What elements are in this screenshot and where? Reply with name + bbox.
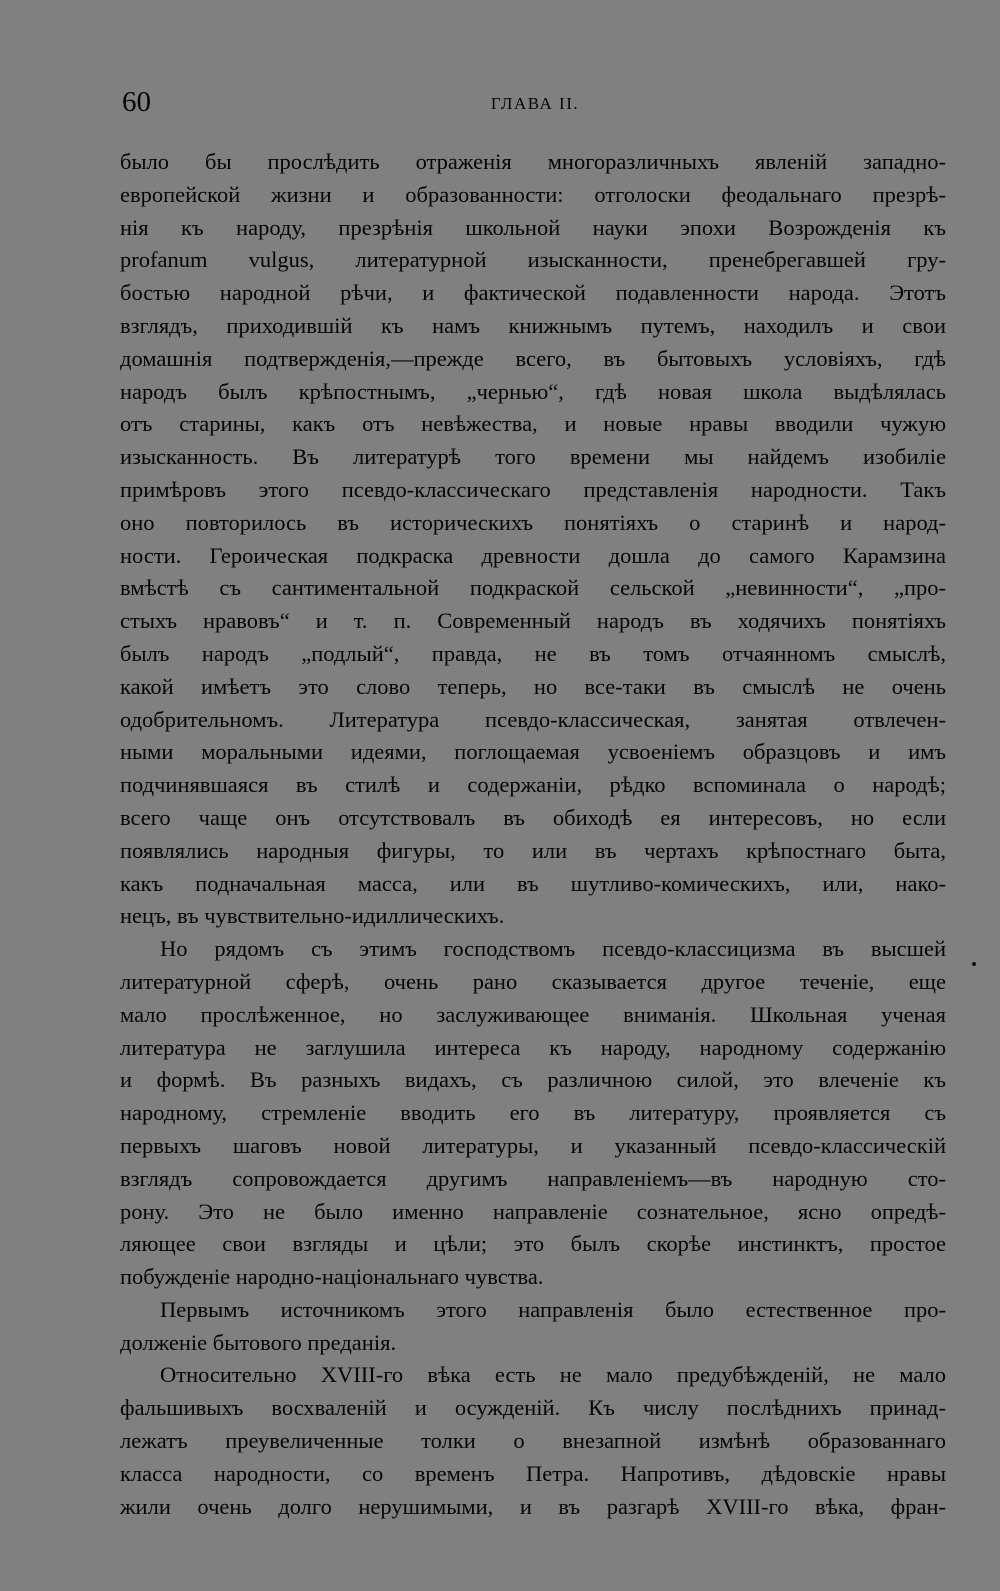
- text-line: стыхъ нравовъ“ и т. п. Современный народъ въ ходячихъ понятіяхъ: [120, 608, 946, 634]
- text-line: литература не заглушила интереса къ народу, народному содержанію: [120, 1034, 946, 1060]
- text-line: европейской жизни и образованности: отголоски феодальнаго презрѣ-: [120, 181, 946, 207]
- text-line: всего чаще онъ отсутствовалъ въ обиходѣ ея интересовъ, но если: [120, 804, 946, 830]
- text-line: ляющее свои взгляды и цѣли; это былъ скорѣе инстинктъ, простое: [120, 1231, 946, 1257]
- text-line: первыхъ шаговъ новой литературы, и указанный псевдо-классическій: [120, 1132, 946, 1158]
- text-line: домашнія подтвержденія,—прежде всего, въ бытовыхъ условіяхъ, гдѣ: [120, 345, 946, 371]
- text-line: нецъ, въ чувствительно-идиллическихъ.: [120, 903, 505, 929]
- text-line: народъ былъ крѣпостнымъ, „чернью“, гдѣ новая школа выдѣлялась: [120, 378, 946, 404]
- text-line: нія къ народу, презрѣнія школьной науки эпохи Возрожденія къ: [120, 214, 946, 240]
- text-line: ности. Героическая подкраска древности дошла до самого Карамзина: [120, 542, 946, 568]
- text-line: какой имѣетъ это слово теперь, но все-таки въ смыслѣ не очень: [120, 673, 946, 699]
- paragraph: [120, 1294, 946, 1360]
- text-line: побужденіе народно-національнаго чувства.: [120, 1264, 544, 1290]
- text-line: отъ старины, какъ отъ невѣжества, и новые нравы вводили чужую: [120, 411, 946, 437]
- text-line: было бы прослѣдить отраженія многоразличныхъ явленій западно-: [120, 149, 946, 174]
- page-header: [120, 82, 950, 122]
- text-line: взглядъ, приходившій къ намъ книжнымъ путемъ, находилъ и свои: [120, 312, 946, 338]
- text-line: долженіе бытового преданія.: [120, 1329, 397, 1355]
- text-line: ными моральными идеями, поглощаемая усвоеніемъ образцовъ и имъ: [120, 739, 946, 765]
- text-line: Относительно XVIII-го вѣка есть не мало предубѣжденій, не мало: [160, 1362, 946, 1388]
- text-line: изысканность. Въ литературѣ того времени мы найдемъ изобиліе: [120, 444, 946, 470]
- text-line: взглядъ сопровождается другимъ направленіемъ—въ народную сто-: [120, 1165, 946, 1191]
- text-line: profanum vulgus, литературной изысканности, пренебрегавшей гру-: [120, 247, 946, 273]
- text-line: примѣровъ этого псевдо-классическаго представленія народности. Такъ: [120, 476, 946, 502]
- text-line: Первымъ источникомъ этого направленія было естественное про-: [160, 1296, 946, 1322]
- text-line: одобрительномъ. Литература псевдо-классическая, занятая отвлечен-: [120, 706, 946, 732]
- paragraph: [120, 1359, 946, 1523]
- text-line: мало прослѣженное, но заслуживающее вниманія. Школьная ученая: [120, 1001, 946, 1027]
- body-text: [120, 146, 946, 1523]
- page-number: 60: [122, 86, 151, 118]
- text-line: жили очень долго нерушимыми, и въ разгарѣ XVIII-го вѣка, фран-: [120, 1493, 946, 1519]
- text-line: литературной сферѣ, очень рано сказывается другое теченіе, еще: [120, 968, 946, 994]
- text-line: какъ подначальная масса, или въ шутливо-комическихъ, или, нако-: [120, 870, 946, 896]
- text-line: появлялись народныя фигуры, то или въ чертахъ крѣпостнаго быта,: [120, 837, 946, 863]
- text-line: лежатъ преувеличенные толки о внезапной измѣнѣ образованнаго: [120, 1428, 946, 1454]
- paragraph: [120, 933, 946, 1294]
- text-line: фальшивыхъ восхваленій и осужденій. Къ числу послѣднихъ принад-: [120, 1395, 946, 1421]
- text-line: былъ народъ „подлый“, правда, не въ томъ отчаянномъ смыслѣ,: [120, 640, 946, 666]
- paragraph: [120, 146, 946, 933]
- text-line: народному, стремленіе вводить его въ литературу, проявляется съ: [120, 1100, 946, 1126]
- text-line: подчинявшаяся въ стилѣ и содержаніи, рѣдко вспоминала о народѣ;: [120, 772, 946, 798]
- text-line: Но рядомъ съ этимъ господствомъ псевдо-классицизма въ высшей: [160, 936, 946, 962]
- running-head: ГЛАВА II.: [490, 94, 580, 113]
- text-line: вмѣстѣ съ сантиментальной подкраской сельской „невинности“, „про-: [120, 575, 946, 601]
- print-speck: [972, 962, 976, 966]
- text-line: оно повторилось въ историческихъ понятіяхъ о старинѣ и народ-: [120, 509, 946, 535]
- text-line: и формѣ. Въ разныхъ видахъ, съ различною силой, это влеченіе къ: [120, 1067, 946, 1093]
- text-line: бостью народной рѣчи, и фактической подавленности народа. Этотъ: [120, 280, 946, 306]
- text-line: класса народности, со временъ Петра. Напротивъ, дѣдовскіе нравы: [120, 1460, 946, 1486]
- text-line: рону. Это не было именно направленіе сознательное, ясно опредѣ-: [120, 1198, 946, 1224]
